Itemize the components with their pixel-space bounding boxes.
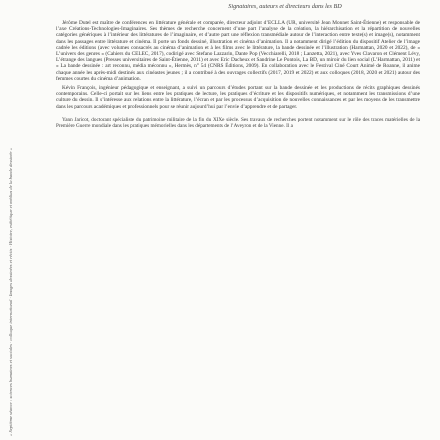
author-bio-paragraph-3: Yann Jaricot, doctorant spécialiste du patrimoine militaire de la fin du XIXe siècle. Ses travaux de recherches portent notamment sur le rôle des traces matérielles de la Première Guerre mondiale dans les pratiques mémorielles dans les départements de l’Aveyron et de la Vienne. Il a (56, 116, 420, 129)
running-header: Signataires, auteurs et directeurs dans les BD (228, 3, 342, 10)
vertical-margin-text: « Septième séance : sciences humaines et sociales · colloque international · Images dessinées et récits · Histoire, esthétique et médias de la bande dessinée » (8, 147, 13, 436)
author-bio-paragraph-1: Jérôme Dutel est maître de conférences en littérature générale et comparée, directeur adjoint d’ECLLA (UR, université Jean Monnet Saint-Étienne) et responsable de l’axe Créations-Technologies-Imaginaires. Ses thèmes de recherche concernent d’une part l’analyse de la création, la hiérarchisation et la répartition de nouvelles catégories génériques à l’intérieur des littératures de l’imaginaire, et d’autre part une réflexion transmédiale autour de l’interaction entre texte(s) et image(s), notamment dans les passages entre littérature et cinéma. Il porte un fonds dessiné, illustration et cinéma d’animation. Il a notamment dirigé l’édition du dispositif Atelier de l’image cadrée les éditions (avec volumes consacrés au cinéma d’animation et à les films avec le littérature, la bande dessinée et l’illustration (Harmattan, 2020 et 2022), de « L’univers des genres » (Cahiers du CELEC, 2017), codirigé avec Stefano Lazzarin, Dante Pop (Vecchiarelli, 2018 ; Lanzetta, 2021), avec Yves Clavaron et Clément Lévy, L’étrange des langues (Presses universitaires de Saint-Étienne, 2011) et avec Eric Dacheux et Sandrine Le Pontois, La BD, un miroir du lien social (L’Harmattan, 2011) et « La bande dessinée : art reconnu, média méconnu », Hermès, n° 54 (CNRS Éditions, 2009). En collaboration avec le Festival Ciné Court Animé de Roanne, il anime chaque année les après-midi destinés aux cinéastes jeunes ; il a contribué à des ouvrages collectifs (2017, 2019 et 2022) et aux colloques (2018, 2020 et 2021) autour des femmes courtes du cinéma d’animation. (56, 20, 420, 82)
page-body (56, 20, 420, 133)
author-bio-paragraph-2: Kévin François, ingénieur pédagogique et enseignant, a suivi un parcours d’études portant sur la bande dessinée et les productions de récits graphiques dessinés contemporains. Celle-ci portait sur les liens entre les pratiques de lecture, les pratiques d’écriture et les dispositifs numériques, et notamment les transmissions d’une culture du dessin. Il s’intéresse aux relations entre la littérature, l’écran et par les processus d’acquisition de nouvelles connaissances et par les moyens de les transmettre dans les parcours académiques et professionnels pour se réunir aujourd’hui par l’envie d’apprendre et de partager. (56, 85, 420, 110)
vertical-margin-note (4, 0, 36, 440)
